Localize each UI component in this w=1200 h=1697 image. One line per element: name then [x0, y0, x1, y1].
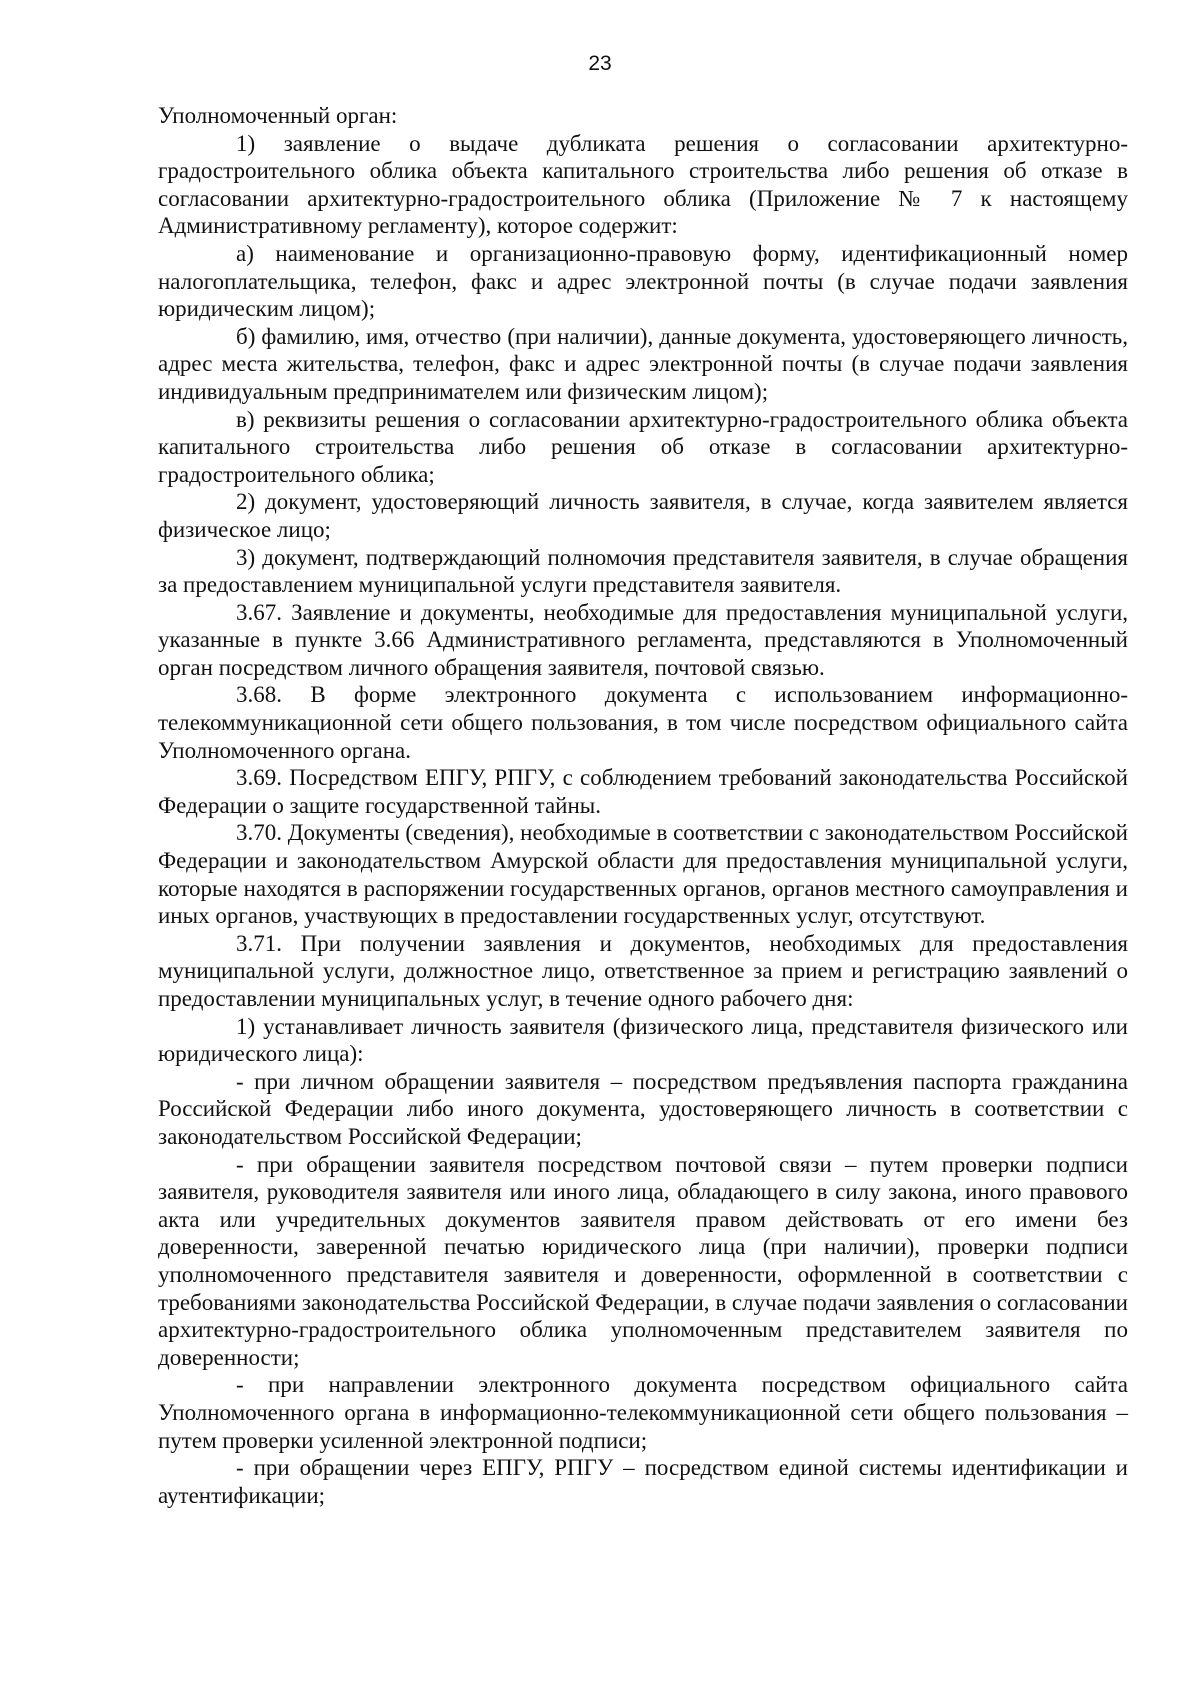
paragraph-postal-service: - при обращении заявителя посредством почтовой связи – путем проверки подписи заявителя, руководителя заявителя или иного лица, обладающего в силу закона, иного правового акта или учредительных документов заявителя правом действовать от его имени без доверенности, заверенной печатью юридического лица (при наличии), проверки подписи уполномоченного представителя заявителя и доверенности, оформленной в соответствии с требованиями законодательства Российской Федерации, в случае подачи заявления о согласовании архитектурно-градостроительного облика уполномоченным представителем заявителя по доверенности;	[158, 1151, 1128, 1370]
paragraph-epgu-rpgu: - при обращении через ЕПГУ, РПГУ – посредством единой системы идентификации и аутентификации;	[158, 1455, 1128, 1508]
paragraph-subitem-v: в) реквизиты решения о согласовании архитектурно-градостроительного облика объекта капитального строительства либо решения об отказе в согласовании архитектурно-градостроительного облика;	[158, 406, 1128, 487]
paragraph-3-71: 3.71. При получении заявления и документов, необходимых для предоставления муниципальной услуги, должностное лицо, ответственное за прием и регистрацию заявлений о предоставлении муниципальных услуг, в течение одного рабочего дня:	[158, 930, 1128, 1011]
paragraph-3-70: 3.70. Документы (сведения), необходимые в соответствии с законодательством Российской Федерации и законодательством Амурской области для предоставления муниципальной услуги, которые находятся в распоряжении государственных органов, органов местного самоуправления и иных органов, участвующих в предоставлении государственных услуг, отсутствуют.	[158, 820, 1128, 929]
paragraph-personal-visit: - при личном обращении заявителя – посредством предъявления паспорта гражданина Российской Федерации либо иного документа, удостоверяющего личность в соответствии с законодательством Российской Федерации;	[158, 1068, 1128, 1149]
paragraph-item-2: 2) документ, удостоверяющий личность заявителя, в случае, когда заявителем является физическое лицо;	[158, 489, 1128, 542]
paragraph-subitem-a: а) наименование и организационно-правовую форму, идентификационный номер налогоплательщика, телефон, факс и адрес электронной почты (в случае подачи заявления юридическим лицом);	[158, 240, 1128, 322]
paragraph-authorized-body: Уполномоченный орган:	[158, 103, 398, 128]
paragraph-item-1: 1) заявление о выдаче дубликата решения о согласовании архитектурно-градостроительного облика объекта капитального строительства либо решения об отказе в согласовании архитектурно-градостроительного облика (Приложение № 7 к настоящему Административному регламенту), которое содержит:	[158, 130, 1128, 239]
paragraph-3-69: 3.69. Посредством ЕПГУ, РПГУ, с соблюдением требований законодательства Российской Федерации о защите государственной тайны.	[158, 765, 1128, 818]
paragraph-3-68: 3.68. В форме электронного документа с использованием информационно-телекоммуникационной сети общего пользования, в том числе посредством официального сайта Уполномоченного органа.	[158, 682, 1128, 763]
document-body	[158, 102, 1128, 1509]
paragraph-electronic-document: - при направлении электронного документа посредством официального сайта Уполномоченного органа в информационно-телекоммуникационной сети общего пользования – путем проверки усиленной электронной подписи;	[158, 1372, 1128, 1453]
page-number: 23	[588, 52, 612, 75]
paragraph-3-67: 3.67. Заявление и документы, необходимые для предоставления муниципальной услуги, указанные в пункте 3.66 Административного регламента, представляются в Уполномоченный орган посредством личного обращения заявителя, почтовой связью.	[158, 599, 1128, 680]
paragraph-subitem-b: б) фамилию, имя, отчество (при наличии), данные документа, удостоверяющего личность, адрес места жительства, телефон, факс и адрес электронной почты (в случае подачи заявления индивидуальным предпринимателем или физическим лицом);	[158, 323, 1128, 404]
paragraph-item-3: 3) документ, подтверждающий полномочия представителя заявителя, в случае обращения за предоставлением муниципальной услуги представителя заявителя.	[158, 544, 1128, 598]
paragraph-identity-check: 1) устанавливает личность заявителя (физического лица, представителя физического или юридического лица):	[158, 1013, 1128, 1067]
